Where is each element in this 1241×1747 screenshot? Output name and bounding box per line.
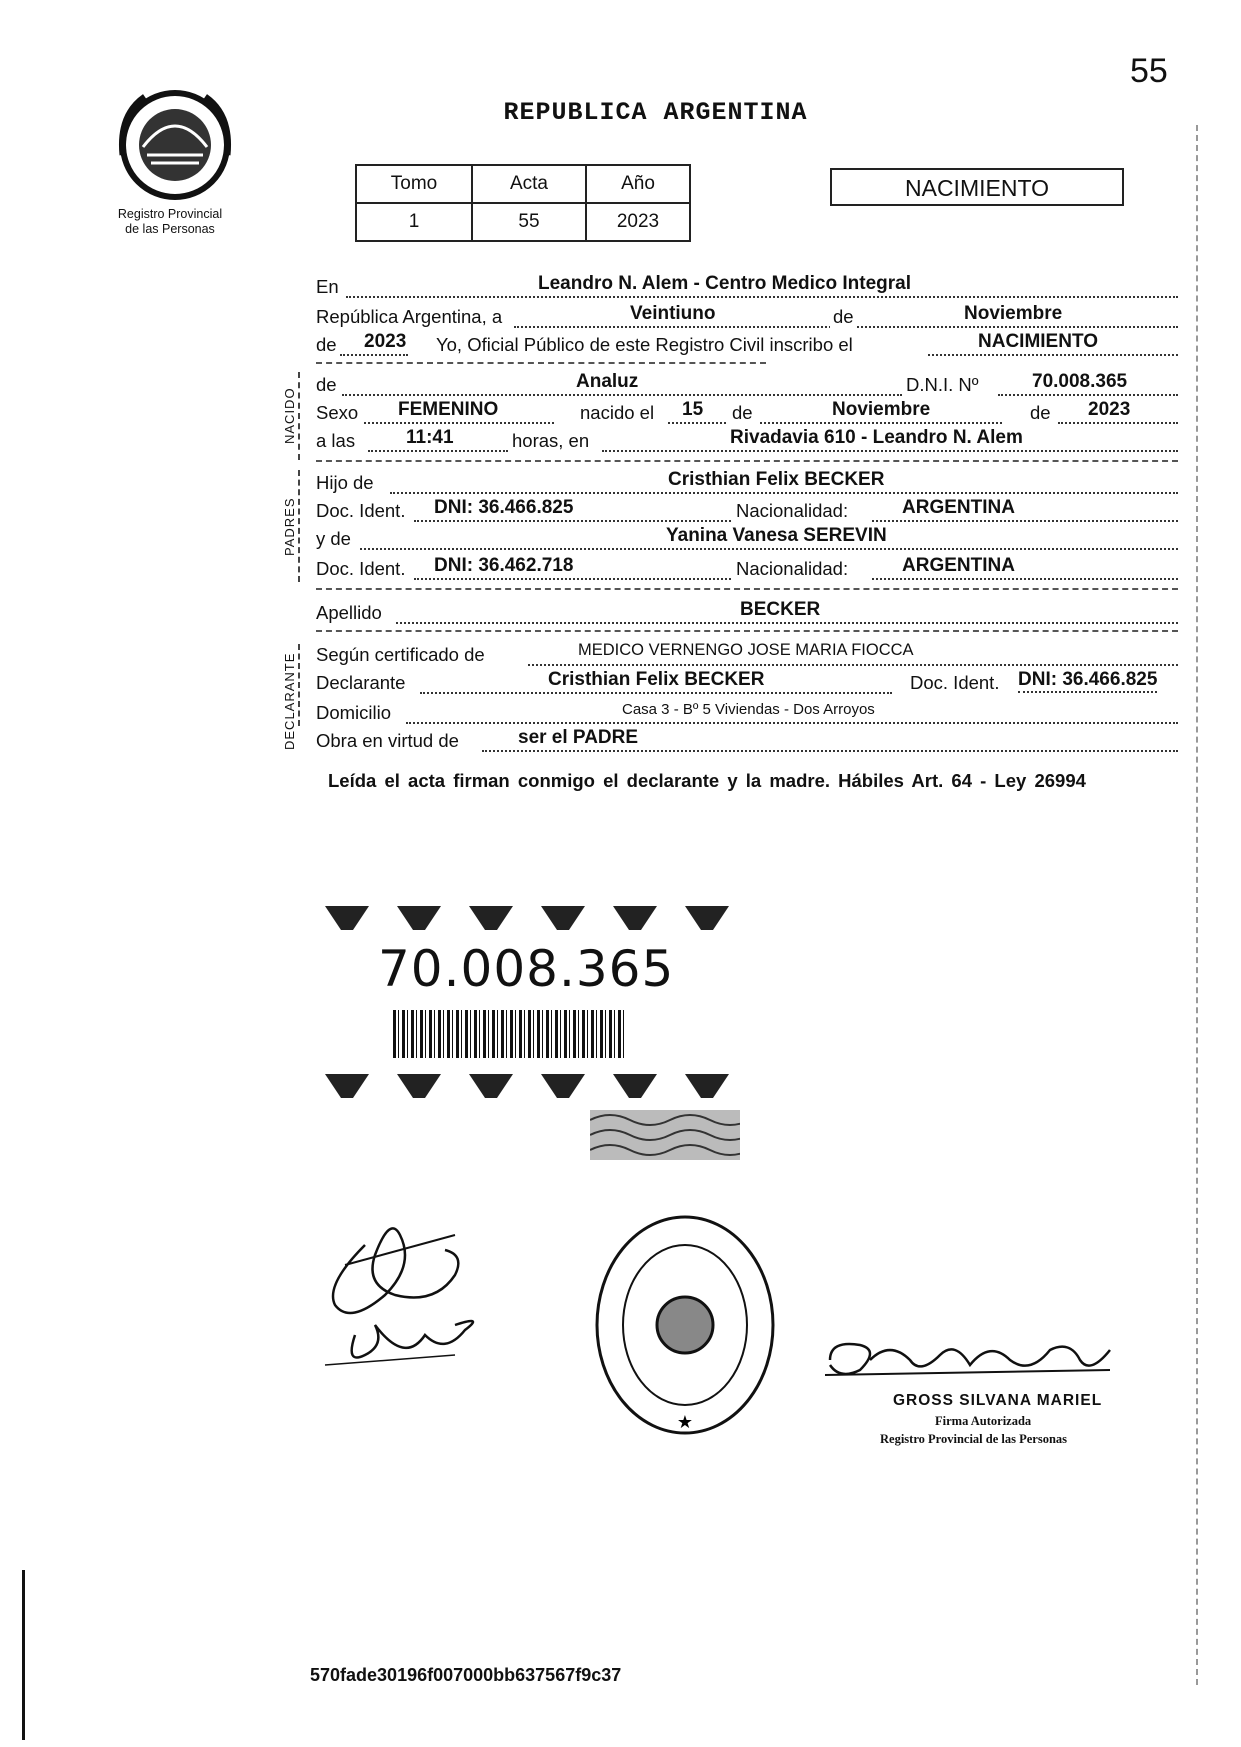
official-name: GROSS SILVANA MARIEL bbox=[893, 1392, 1103, 1409]
dni-stamp-number: 70.008.365 bbox=[378, 940, 675, 998]
declarant-signature bbox=[305, 1165, 505, 1375]
official-seal bbox=[590, 1210, 780, 1440]
side-label-declarante: DECLARANTE bbox=[282, 652, 297, 750]
header-acta: Acta bbox=[472, 165, 586, 203]
closing-note: Leída el acta firman conmigo el declarante y la madre. Hábiles Art. 64 - Ley 26994 bbox=[328, 770, 1086, 791]
right-margin-dashes bbox=[1196, 125, 1198, 1685]
value-acta: 55 bbox=[472, 203, 586, 241]
header-anio: Año bbox=[586, 165, 690, 203]
value-tomo: 1 bbox=[356, 203, 472, 241]
registry-table bbox=[355, 164, 691, 242]
row-address: Domicilio Casa 3 - Bº 5 Viviendas - Dos Arroyos bbox=[316, 702, 1178, 728]
header-tomo: Tomo bbox=[356, 165, 472, 203]
document-title: REPUBLICA ARGENTINA bbox=[503, 98, 808, 127]
logo-caption: Registro Provincial de las Personas bbox=[117, 207, 223, 236]
official-office: Registro Provincial de las Personas bbox=[880, 1432, 1068, 1446]
side-label-nacido: NACIDO bbox=[282, 387, 297, 444]
row-mother: y de Yanina Vanesa SEREVIN bbox=[316, 528, 1178, 554]
official-role: Firma Autorizada bbox=[935, 1414, 1032, 1428]
barcode bbox=[393, 1010, 625, 1058]
row-name: de Analuz D.N.I. Nº 70.008.365 bbox=[316, 374, 1178, 400]
row-date: República Argentina, a Veintiuno de Noviembre bbox=[316, 306, 1178, 332]
row-father-doc: Doc. Ident. DNI: 36.466.825 Nacionalidad: ARGENTINA bbox=[316, 500, 1178, 526]
security-band-top bbox=[305, 900, 750, 936]
place-value: Leandro N. Alem - Centro Medico Integral bbox=[538, 273, 912, 294]
document-hash: 570fade30196f007000bb637567f9c37 bbox=[310, 1665, 622, 1685]
security-hologram bbox=[590, 1110, 740, 1160]
row-declarant: Declarante Cristhian Felix BECKER Doc. Ident. DNI: 36.466.825 bbox=[316, 669, 1158, 693]
margin-line bbox=[22, 1570, 25, 1740]
row-obra: Obra en virtud de ser el PADRE bbox=[316, 730, 1178, 756]
record-type-box: NACIMIENTO bbox=[830, 168, 1124, 206]
value-anio: 2023 bbox=[586, 203, 690, 241]
row-mother-doc: Doc. Ident. DNI: 36.462.718 Nacionalidad: ARGENTINA bbox=[316, 558, 1178, 584]
row-place: En Leandro N. Alem - Centro Medico Integral bbox=[316, 276, 1178, 302]
side-label-padres: PADRES bbox=[282, 497, 297, 556]
row-inscribe: de 2023 Yo, Oficial Público de este Registro Civil inscribo el NACIMIENTO bbox=[316, 334, 1178, 360]
row-time-place: a las 11:41 horas, en Rivadavia 610 - Leandro N. Alem bbox=[316, 430, 1178, 456]
row-surname: Apellido BECKER bbox=[316, 602, 1178, 628]
row-father: Hijo de Cristhian Felix BECKER bbox=[316, 472, 1178, 498]
official-signature bbox=[820, 1330, 1120, 1390]
row-sex: Sexo FEMENINO nacido el 15 de Noviembre de 2023 bbox=[316, 402, 1178, 428]
row-certificate: Según certificado de MEDICO VERNENGO JOSE MARIA FIOCCA bbox=[316, 644, 1178, 670]
page-number: 55 bbox=[1130, 52, 1168, 90]
security-band-bottom bbox=[305, 1068, 750, 1104]
svg-text:★: ★ bbox=[676, 1412, 694, 1433]
